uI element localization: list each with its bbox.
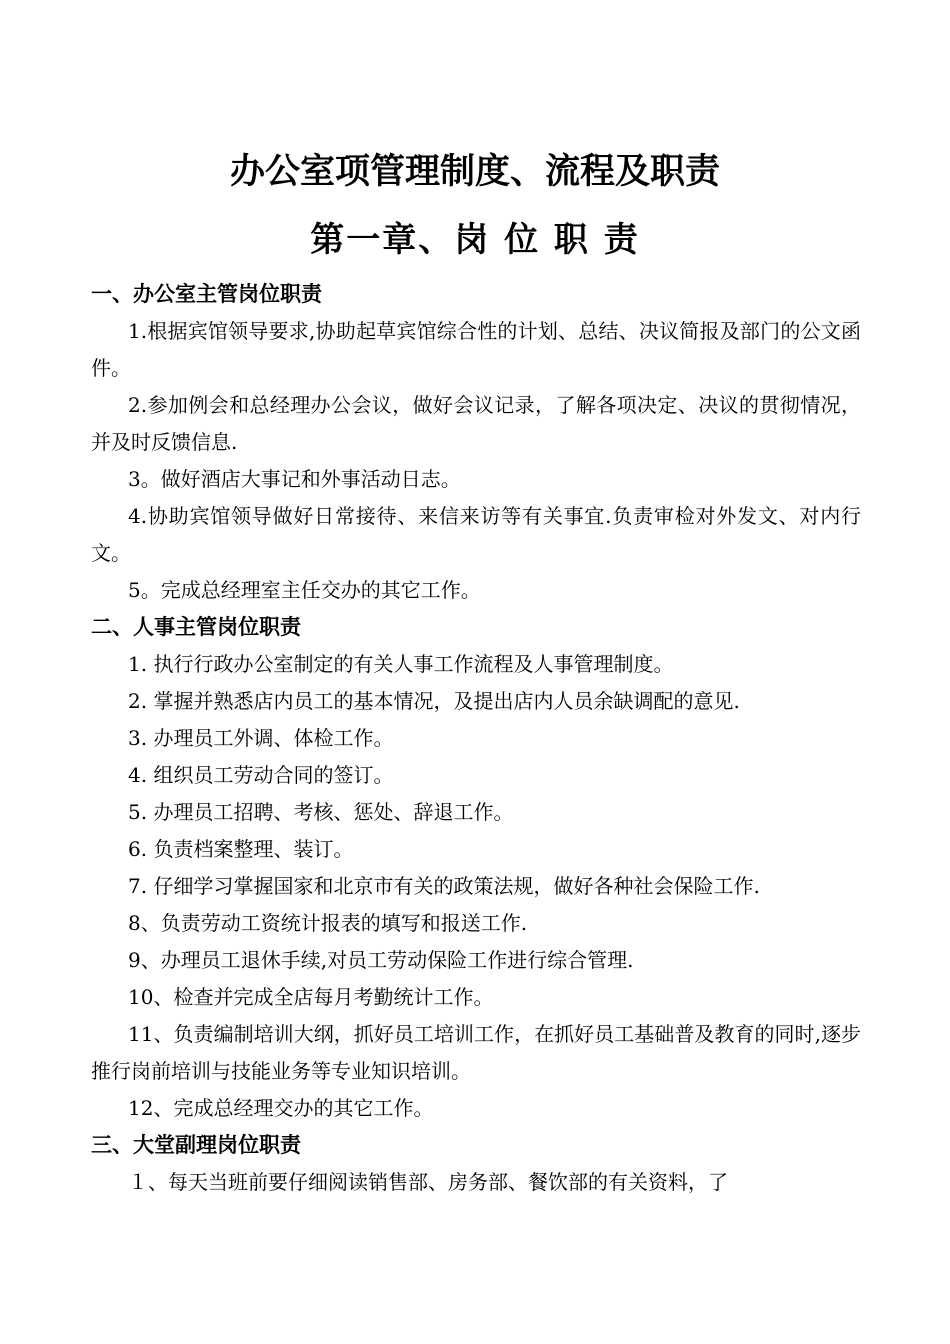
list-item: 7. 仔细学习掌握国家和北京市有关的政策法规，做好各种社会保险工作. bbox=[128, 874, 760, 898]
list-item: 11、负责编制培训大纲，抓好员工培训工作，在抓好员工基础普及教育的同时,逐步推行岗前培训与技能业务等专业知识培训。 bbox=[91, 1022, 861, 1083]
list-item: 10、检查并完成全店每月考勤统计工作。 bbox=[128, 985, 494, 1009]
list-item: 9、办理员工退休手续,对员工劳动保险工作进行综合管理. bbox=[128, 948, 634, 972]
document-body bbox=[91, 276, 861, 1201]
document-title: 办公室项管理制度、流程及职责 bbox=[229, 152, 720, 192]
list-item: 4.协助宾馆领导做好日常接待、来信来访等有关事宜.负责审检对外发文、对内行文。 bbox=[91, 504, 861, 565]
list-item: 3。做好酒店大事记和外事活动日志。 bbox=[128, 467, 461, 491]
list-item: １、每天当班前要仔细阅读销售部、房务部、餐饮部的有关资料，了 bbox=[128, 1170, 728, 1194]
list-item: 6. 负责档案整理、装订。 bbox=[128, 837, 354, 861]
list-item: 12、完成总经理交办的其它工作。 bbox=[128, 1096, 434, 1120]
list-item: 3. 办理员工外调、体检工作。 bbox=[128, 726, 394, 750]
chapter-heading: 第一章、岗 位 职 责 bbox=[310, 220, 640, 260]
section-heading: 三、大堂副理岗位职责 bbox=[91, 1133, 301, 1157]
list-item: 1. 执行行政办公室制定的有关人事工作流程及人事管理制度。 bbox=[128, 652, 674, 676]
list-item: 5。完成总经理室主任交办的其它工作。 bbox=[128, 578, 481, 602]
list-item: 2.参加例会和总经理办公会议，做好会议记录，了解各项决定、决议的贯彻情况，并及时反馈信息. bbox=[91, 393, 861, 454]
list-item: 2. 掌握并熟悉店内员工的基本情况，及提出店内人员余缺调配的意见. bbox=[128, 689, 740, 713]
section-heading: 一、办公室主管岗位职责 bbox=[91, 282, 322, 306]
section-heading: 二、人事主管岗位职责 bbox=[91, 615, 301, 639]
list-item: 8、负责劳动工资统计报表的填写和报送工作. bbox=[128, 911, 528, 935]
list-item: 5. 办理员工招聘、考核、惩处、辞退工作。 bbox=[128, 800, 514, 824]
list-item: 1.根据宾馆领导要求,协助起草宾馆综合性的计划、总结、决议简报及部门的公文函件。 bbox=[91, 319, 861, 380]
list-item: 4. 组织员工劳动合同的签订。 bbox=[128, 763, 394, 787]
